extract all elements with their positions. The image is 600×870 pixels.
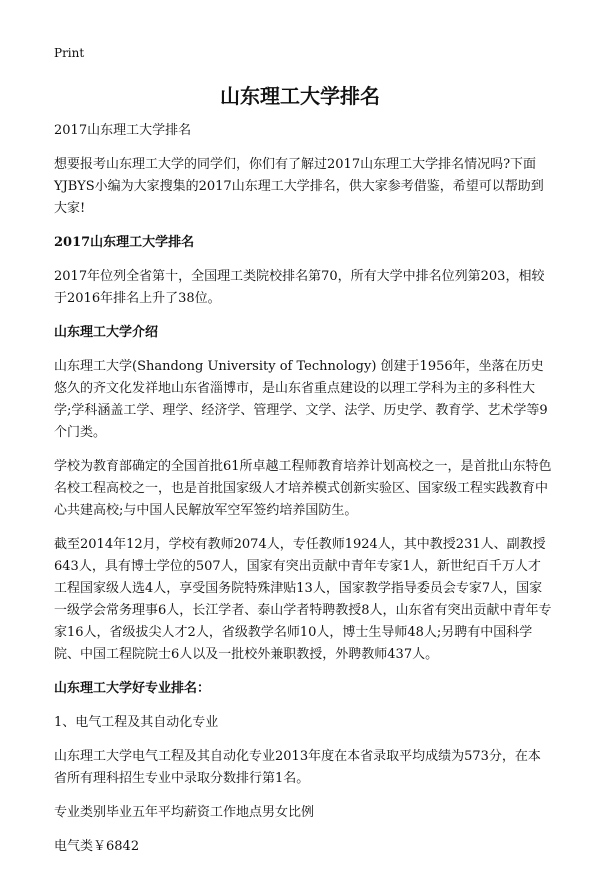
page-title: 山东理工大学排名 [220,84,380,108]
section-heading-ranking: 2017山东理工大学排名 [54,235,195,250]
intro-status-paragraph: 学校为教育部确定的全国首批61所卓越工程师教育培养计划高校之一，是首批山东特色名校工程高校之一，也是首批国家级人才培养模式创新实验区、国家级工程实践教育中心共建高校;与中国人民解放军空军签约培养国防生。 [54,459,552,518]
intro-faculty-paragraph: 截至2014年12月，学校有教师2074人，专任教师1924人，其中教授231人、副教授643人，具有博士学位的507人，国家有突出贡献中青年专家1人，新世纪百千万人才工程国家级人选4人，享受国务院特殊津贴13人，国家教学指导委员会专家7人，国家一级学会常务理事6人，长江学者、泰山学者特聘教授8人，山东省有突出贡献中青年专家16人，省级拔尖人才2人，省级教学名师10人，博士生导师48人;另聘有中国科学院、中国工程院院士6人以及一批校外兼职教授，外聘教师437人。 [54,537,552,662]
article-body [54,120,552,870]
ranking-paragraph: 2017年位列全省第十，全国理工类院校排名第70，所有大学中排名位列第203，相较于2016年排名上升了38位。 [54,269,545,306]
section-heading-majors: 山东理工大学好专业排名： [54,681,211,696]
print-link[interactable]: Print [54,46,85,60]
article-subtitle: 2017山东理工大学排名 [54,123,192,138]
major-item-title: 1、电气工程及其自动化专业 [54,715,219,730]
salary-table-row: 电气类￥6842 [54,839,140,854]
major-item-description: 山东理工大学电气工程及其自动化专业2013年度在本省录取平均成绩为573分，在本省所有理科招生专业中录取分数排行第1名。 [54,749,541,786]
section-heading-intro: 山东理工大学介绍 [54,325,159,340]
salary-table-header: 专业类别毕业五年平均薪资工作地点男女比例 [54,805,315,820]
intro-paragraph: 想要报考山东理工大学的同学们，你们有了解过2017山东理工大学排名情况吗?下面YJBYS小编为大家搜集的2017山东理工大学排名，供大家参考借鉴，希望可以帮助到大家! [54,157,544,216]
intro-history-paragraph: 山东理工大学(Shandong University of Technology) 创建于1956年，坐落在历史悠久的齐文化发祥地山东省淄博市，是山东省重点建设的以理工学科为主的多科性大学;学科涵盖工学、理学、经济学、管理学、文学、法学、历史学、教育学、艺术学等9个门类。 [54,359,548,440]
